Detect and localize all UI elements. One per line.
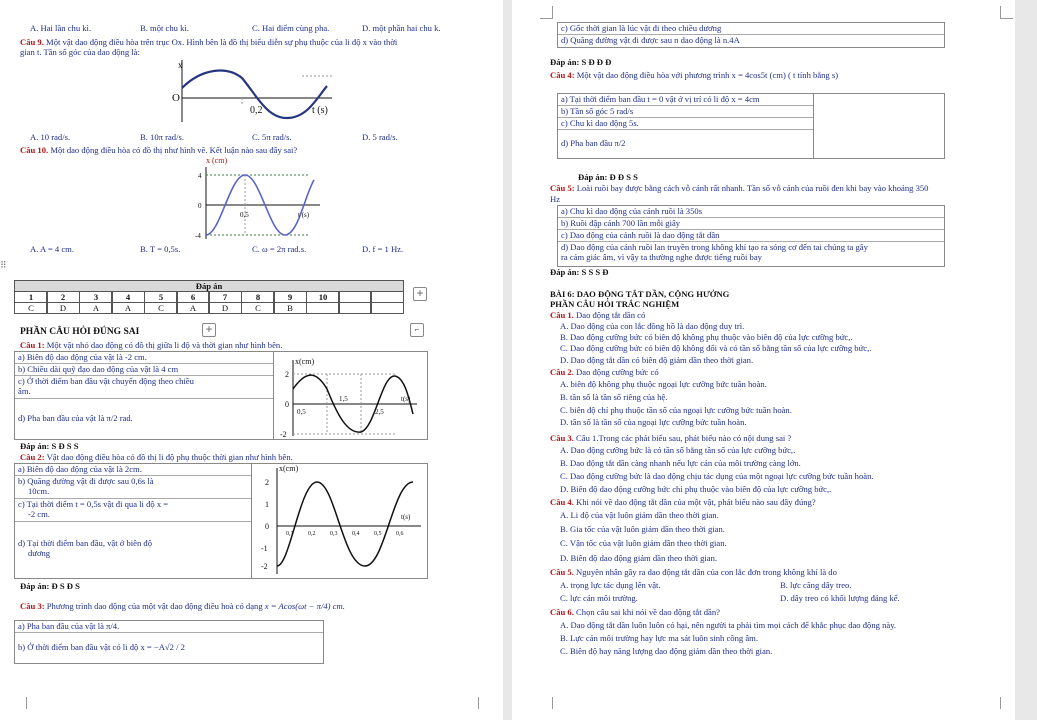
q9-text-1: Một vật dao động điều hòa trên trục Ox. Hình bên là đồ thị biểu diễn sự phụ thuộc của li độ x vào thời (46, 37, 398, 47)
m1-label: Câu 1. (550, 310, 574, 320)
answer-table-number-cell: 4 (111, 291, 145, 303)
q5-row-a: a) Chu kì dao động của cánh ruồi là 350s (558, 206, 944, 218)
tq3-text: Phương trình dao động của một vật dao động điều hoà có dạng (46, 601, 263, 611)
q9-option-a: A. 10 rad/s. (30, 132, 71, 142)
q4-row-c: c) Chu kì dao động 5s. (558, 118, 813, 130)
answer-table-number-cell: 6 (176, 291, 210, 303)
tq2-graph-y-m1: -1 (261, 544, 268, 553)
m6-option-b: B. Lực cản môi trường hay lực ma sát luôn sinh công âm. (560, 633, 758, 643)
tq1-row-c-line1: c) Ở thời điểm ban đầu vật chuyển động theo chiều (18, 376, 194, 386)
q10-option-c: C. ω = 2π rad.s. (252, 244, 307, 254)
tq2-text: Vật dao động điều hòa có đồ thị li độ phụ thuộc thời gian như hình bên. (46, 452, 293, 462)
tq1-graph-tick-2: 1,5 (339, 395, 348, 403)
q10-graph-y-bottom: -4 (195, 232, 201, 240)
m6-stem (550, 607, 720, 617)
prev-row-c: c) Gốc thời gian là lúc vật đi theo chiều dương (558, 23, 944, 35)
answer-table-title: Đáp án (14, 280, 404, 292)
crop-mark-bottom-right (478, 697, 491, 709)
q5-row-b: b) Ruồi đập cánh 700 lần mỗi giây (558, 218, 944, 230)
m3-label: Câu 3. (550, 433, 574, 443)
answer-table-number-cell: 3 (79, 291, 113, 303)
tq2-graph-y-m2: -2 (261, 562, 268, 571)
tq1-row-c-line2: âm. (18, 386, 31, 396)
q4-text: Một vật dao động điều hòa với phương trình x = 4cos5t (cm) ( t tính bằng s) (576, 70, 839, 80)
m2-text: Dao động cưỡng bức có (576, 367, 659, 377)
tq2-row-a: a) Biên độ dao động của vật là 2cm. (15, 464, 251, 476)
tq3-row-a: a) Pha ban đầu của vật là π/4. (15, 621, 323, 633)
answer-table-number-cell: 5 (144, 291, 178, 303)
tq1-row-a: a) Biên độ dao động của vật là -2 cm. (15, 352, 273, 364)
tq1-table (14, 351, 428, 440)
answer-table-number-cell: 2 (46, 291, 80, 303)
m2-option-a: A. biên độ không phụ thuộc ngoại lực cưỡng bức tuần hoàn. (560, 379, 767, 389)
m6-text: Chọn câu sai khi nói về dao động tắt dần? (576, 607, 720, 617)
q9-option-d: D. 5 rad/s. (362, 132, 398, 142)
answer-table-number-cell: 10 (306, 291, 340, 303)
q8-option-a: A. Hai lần chu kì. (30, 23, 92, 33)
tq3-row-b: b) Ở thời điểm ban đầu vật có li độ x = −A√2 / 2 (18, 642, 185, 652)
answer-table-number-cell: 8 (241, 291, 275, 303)
tq2-graph (255, 464, 425, 578)
q4-stem (550, 70, 838, 80)
q10-option-b: B. T = 0,5s. (140, 244, 181, 254)
tq2-row-b-line1: b) Quãng đường vật đi được sau 0,6s là (18, 476, 154, 486)
tq2-graph-t-label: t(s) (401, 513, 411, 521)
tq2-row-c-line1: c) Tại thời điểm t = 0,5s vật đi qua li độ x = (18, 499, 169, 509)
tq1-row-b: b) Chiều dài quỹ đạo dao động của vật là 4 cm (15, 364, 273, 376)
answer-table-answer-cell: B (273, 302, 307, 314)
m5-option-d: D. dây treo có khối lượng đáng kể. (780, 593, 900, 603)
q9-graph (172, 56, 342, 126)
answer-table-answer-cell: A (176, 302, 210, 314)
tq2-graph-y-1: 1 (265, 500, 269, 509)
tq2-graph-t-02: 0,2 (308, 531, 316, 537)
q9-option-c: C. 5π rad/s. (252, 132, 292, 142)
m5-label: Câu 5. (550, 567, 574, 577)
answer-table-answer-cell: C (14, 302, 48, 314)
m4-label: Câu 4. (550, 497, 574, 507)
tq2-row-c (15, 499, 251, 522)
tq1-graph-y-top: 2 (285, 370, 289, 379)
tq2-graph-y-0: 0 (265, 522, 269, 531)
q10-graph (190, 155, 325, 241)
m5-stem (550, 567, 837, 577)
m6-label: Câu 6. (550, 607, 574, 617)
m2-option-b: B. tần số là tần số riêng của hệ. (560, 392, 668, 402)
q8-option-c: C. Hai điểm cùng pha. (252, 23, 330, 33)
q10-stem (20, 145, 297, 155)
tq1-graph-tick-3: 2,5 (375, 408, 384, 416)
add-row-button[interactable]: + (202, 323, 216, 337)
tq2-row-d (15, 522, 251, 577)
m1-text: Dao động tắt dần có (576, 310, 646, 320)
q4-table (557, 93, 945, 159)
tq2-row-d-line2: dương (28, 548, 51, 558)
tq2-label: Câu 2: (20, 452, 45, 462)
tq3-stem (20, 601, 345, 611)
q9-graph-x-label: x (178, 60, 183, 70)
crop-mark-bottom-left (14, 697, 27, 709)
prev-table (557, 22, 945, 48)
m1-stem (550, 310, 645, 320)
q10-text: Một dao động điều hòa có đồ thị như hình vẽ. Kết luận nào sau đây sai? (50, 145, 298, 155)
tq2-graph-t-01: 0,1 (286, 531, 294, 537)
tf-heading: PHẦN CÂU HỎI ĐÚNG SAI (20, 327, 140, 337)
q8-option-b: B. một chu kì. (140, 23, 189, 33)
m5-text: Nguyên nhân gây ra dao động tắt dần của con lắc đơn trong không khí là do (576, 567, 837, 577)
q5-table (557, 205, 945, 267)
m3-option-a: A. Dao động cưỡng bức là có tần số bằng tần số của lực cưỡng bức,. (560, 445, 796, 455)
tq1-label: Câu 1: (20, 340, 45, 350)
answer-a: Đáp án: S Đ Đ Đ (550, 57, 612, 67)
tq3-formula: x = Acos(ωt − π/4) cm. (264, 601, 345, 611)
m5-option-a: A. trọng lực tác dụng lên vật. (560, 580, 661, 590)
tq1-row-c (15, 376, 273, 399)
answer-table-answer-cell: A (79, 302, 113, 314)
tq2-graph-t-03: 0,3 (330, 531, 338, 537)
q5-row-d-line1: d) Dao động của cánh ruồi lan truyền trong không khí tạo ra sóng cơ đến tai chúng ta gây (561, 242, 868, 252)
document-page-right (512, 0, 1015, 720)
tq2-row-d-line1: d) Tại thời điểm ban đầu, vật ở biên độ (18, 538, 152, 548)
tq2-table (14, 463, 428, 579)
crop-mark-bottom-right-2 (1000, 697, 1013, 709)
tq1-graph-y-zero: 0 (285, 400, 289, 409)
m6-option-a: A. Dao động tắt dần luôn luôn có hại, nên người ta phải tìm mọi cách để khắc phục dao động này. (560, 620, 897, 630)
m4-option-b: B. Gia tốc của vật luôn giảm dần theo thời gian. (560, 524, 725, 534)
m4-text: Khi nói về dao động tắt dần của một vật, phát biểu nào sau đây đúng? (576, 497, 816, 507)
q5-stem (550, 183, 928, 193)
m2-stem (550, 367, 659, 377)
tq1-stem (20, 340, 282, 350)
q4-row-d: d) Pha ban đầu π/2 (561, 138, 626, 148)
q9-graph-t-label: t (s) (312, 105, 328, 116)
answer-table-answer-cell: D (208, 302, 242, 314)
tq1-graph-y-bottom: -2 (280, 430, 287, 438)
m1-option-b: B. Dao động cưỡng bức có biên độ không phụ thuộc vào biên độ của lực cưỡng bức,. (560, 332, 853, 342)
lesson-title: BÀI 6: DAO ĐỘNG TẮT DẦN, CỘNG HƯỞNG (550, 289, 730, 299)
tq2-stem (20, 452, 293, 462)
crop-mark-top-right (1000, 6, 1013, 19)
tq1-graph-y-label: x(cm) (295, 357, 315, 366)
mc-heading: PHẦN CÂU HỎI TRẮC NGHIỆM (550, 299, 680, 309)
tq2-row-b (15, 476, 251, 499)
m5-option-b: B. lực căng dây treo. (780, 580, 852, 590)
m1-option-a: A. Dao động của con lắc đồng hồ là dao động duy trì. (560, 321, 745, 331)
table-move-handle-icon[interactable]: ⠿ (0, 260, 7, 270)
answer-table-number-cell: 1 (14, 291, 48, 303)
m5-option-c: C. lực cản môi trường. (560, 593, 638, 603)
q5-row-c: c) Dao động của cánh ruồi là dao động tắt dần (558, 230, 944, 242)
answer-table-answer-cell (306, 302, 340, 314)
tq2-row-b-line2: 10cm. (28, 486, 50, 496)
q10-option-a: A. A = 4 cm. (30, 244, 74, 254)
tq2-graph-y-label: x(cm) (279, 464, 299, 473)
q4-row-b: b) Tần số góc 5 rad/s (558, 106, 813, 118)
q4-row-a: a) Tại thời điểm ban đầu t = 0 vật ở vị trí có li độ x = 4cm (558, 94, 813, 106)
q9-option-b: B. 10π rad/s. (140, 132, 184, 142)
tq2-answer: Đáp án: Đ S Đ S (20, 581, 80, 591)
tq1-answer: Đáp án: S Đ S S (20, 441, 79, 451)
tq3-table (14, 620, 324, 664)
layout-options-icon[interactable]: ⌐ (410, 323, 424, 337)
m4-option-d: D. Biên độ dao động giảm dần theo thời gian. (560, 553, 718, 563)
answer-table-number-cell: 9 (273, 291, 307, 303)
q8-option-d: D. một phần hai chu k. (362, 23, 441, 33)
q10-graph-t-label: t (s) (298, 211, 310, 219)
add-column-button[interactable]: + (413, 287, 427, 301)
m4-option-c: C. Vận tốc của vật luôn giảm dần theo thời gian. (560, 538, 727, 548)
m2-option-c: C. biên độ chỉ phụ thuộc tần số của ngoại lực cưỡng bức tuần hoàn. (560, 405, 792, 415)
answer-table (14, 280, 404, 316)
q10-graph-y-top: 4 (198, 172, 202, 180)
q5-row-d-line2: ra cảm giác âm, vì vậy ta thường nghe được tiếng ruồi bay (561, 252, 762, 262)
m1-option-d: D. Dao động tắt dần có biên độ giảm dần theo thời gian. (560, 355, 754, 365)
q9-text-2: gian t. Tần số góc của dao động là: (20, 47, 140, 57)
q10-label: Câu 10. (20, 145, 49, 155)
answer-table-answer-cell: D (46, 302, 80, 314)
tq2-graph-t-06: 0,6 (396, 531, 404, 537)
answer-table-answer-cell (338, 302, 372, 314)
m3-option-b: B. Dao động tắt dần càng nhanh nếu lực cản của môi trường càng lớn. (560, 458, 801, 468)
tq2-graph-t-04: 0,4 (352, 531, 360, 537)
answer-table-answer-cell: C (241, 302, 275, 314)
q5-text-1: Loài ruồi bay được bằng cách vỗ cánh rất nhanh. Tần số vỗ cánh của ruồi đen khi bay vào khoảng 350 (576, 183, 929, 193)
answer-table-answer-cell: A (111, 302, 145, 314)
m4-stem (550, 497, 816, 507)
tq1-graph-t-label: t(s) (401, 395, 411, 403)
tq1-text: Một vật nhỏ dao động có đồ thị giữa li độ và thời gian như hình bên. (46, 340, 283, 350)
q10-graph-y-label: x (cm) (206, 156, 228, 165)
tq2-graph-y-2: 2 (265, 478, 269, 487)
q5-text-2: Hz (550, 194, 561, 204)
q5-label: Câu 5: (550, 183, 575, 193)
m2-option-d: D. tần số là tần số của ngoại lực cưỡng bức tuần hoàn. (560, 417, 747, 427)
crop-mark-top-left (540, 6, 553, 19)
tq2-row-c-line2: -2 cm. (28, 509, 50, 519)
m1-option-c: C. Dao động cưỡng bức có biên độ không đổi và có tần số bằng tần số của lực cưỡng bức,. (560, 343, 872, 353)
q10-graph-t-tick: 0,5 (240, 211, 249, 219)
q10-option-d: D. f = 1 Hz. (362, 244, 404, 254)
prev-row-d: d) Quãng đường vật đi được sau n dao động là n.4A (561, 35, 740, 45)
m3-option-c: C. Dao động cưỡng bức là dao động chịu tác dụng của một ngoại lực cưỡng bức tuần hoàn. (560, 471, 874, 481)
answer-b: Đáp án: Đ Đ S S (578, 172, 638, 182)
tq3-label: Câu 3: (20, 601, 45, 611)
tq2-graph-t-05: 0,5 (374, 531, 382, 537)
m6-option-c: C. Biên độ hay năng lượng dao động giảm dần theo thời gian. (560, 646, 773, 656)
q5-row-d (558, 242, 944, 265)
q9-label: Câu 9. (20, 37, 44, 47)
answer-c: Đáp án: S S S Đ (550, 267, 609, 277)
answer-table-answer-cell: C (144, 302, 178, 314)
m3-text: Câu 1.Trong các phát biểu sau, phát biểu nào có nội dung sai ? (576, 433, 792, 443)
m3-stem (550, 433, 791, 443)
document-page-left (0, 0, 503, 720)
q9-stem (20, 37, 397, 47)
tq1-graph-tick-1: 0,5 (297, 408, 306, 416)
q9-graph-tick: 0,2 (250, 105, 263, 116)
tq1-row-d: d) Pha ban đầu của vật là π/2 rad. (18, 413, 133, 423)
answer-table-answer-cell (370, 302, 404, 314)
q10-graph-y-zero: 0 (198, 202, 202, 210)
m3-option-d: D. Biên độ dao động cưỡng bức chỉ phụ thuộc vào biên độ của lực cưỡng bức,. (560, 484, 832, 494)
tq1-graph (277, 354, 423, 438)
m4-option-a: A. Li độ của vật luôn giảm dần theo thời gian. (560, 510, 719, 520)
crop-mark-bottom-left-2 (540, 697, 553, 709)
q9-graph-origin: O (172, 92, 180, 104)
answer-table-number-cell: 7 (208, 291, 242, 303)
m2-label: Câu 2. (550, 367, 574, 377)
q4-label: Câu 4: (550, 70, 575, 80)
